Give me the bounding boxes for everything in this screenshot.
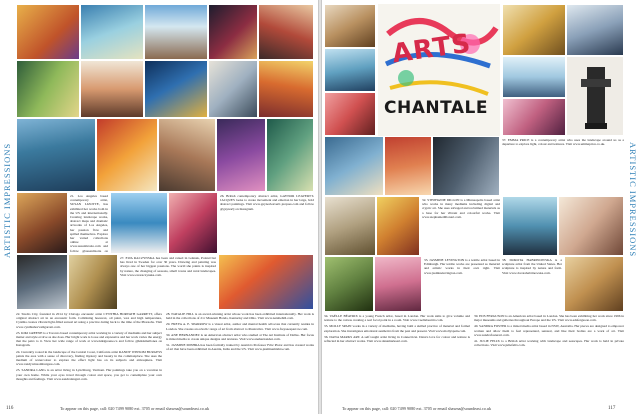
caption-33: 33. JASMINE LEVINGTON is a textile artist based in Edinburgh. Her textile works are presented as material and artistic works in their own right. Visit www.jasminelevington.com. <box>424 258 500 275</box>
caption-30-text: 30. ANE HERNANDEZ is an American abstract artist who studied at The Art Institute of Dallas. Her focus is mixed media to create unique designs and textures. Visit www.anehernandez.com. <box>166 332 314 342</box>
left-page <box>0 0 318 414</box>
artwork-tile-7 <box>80 60 144 118</box>
artwork-tile-15 <box>266 118 314 192</box>
caption-25-text: 25. SANDRA LANG is an artist living in Lynchburg, Vermont. Her paintings take you on a vacation in your own home. While your eyes travel through colour and space, you get to contemplate your own thoughts and feelings. Visit www.sandralangart.com. <box>16 368 162 381</box>
artwork-tile-28 <box>502 98 566 136</box>
artwork-tile-1 <box>16 4 80 60</box>
right-page-footer: To appear on this page, call: 020 7499 9080 ext. 3705 or email shawna@soundeast.co.uk <box>342 406 492 411</box>
caption-22 <box>16 312 162 400</box>
artwork-tile-36 <box>324 256 374 312</box>
artwork-tile-30 <box>384 136 432 196</box>
caption-39-text: 39. EDS FERGUSON is an American artist based in London. She has been exhibiting her work since 1996 in major museums and galleries throughout Europe and the US. Visit www.edsferguson.com. <box>474 314 624 323</box>
caption-27: 27. EWA RACZYNSKA has been and raised in Gdansk, Poland but has lived in Sweden for over 30 years. Drawing and painting was always one of her biggest passions. The world she paints is inspired by nature, the changing of seasons, small towns and rural landscapes. Visit www.ewaraczynska.com. <box>120 256 216 277</box>
artwork-tile-33 <box>376 196 420 256</box>
art-word-top: ARTS <box>390 28 474 70</box>
left-page-footer: To appear on this page, call: 020 7499 9080 ext. 3705 or email shawna@soundeast.co.uk <box>60 406 210 411</box>
featured-artwork-chantale <box>378 4 500 136</box>
artwork-tile-34 <box>502 196 558 256</box>
caption-28-text: 28. NATALIE HILL is an award-winning artist whose work has been exhibited internationally. Her work is held in the collections of 21c Museum Hotels, Kentucky and Ohio. Visit www.nataliehill.com. <box>166 312 314 321</box>
right-page <box>322 0 640 414</box>
artwork-tile-18 <box>168 192 218 254</box>
artwork-tile-35 <box>558 196 624 256</box>
artwork-tile-2 <box>80 4 144 60</box>
artwork-tile-10 <box>258 60 314 118</box>
artwork-tile-12 <box>96 118 158 192</box>
artwork-tile-8 <box>144 60 208 118</box>
left-page-number: 116 <box>6 406 14 411</box>
caption-38: 38. DOROTA HABRINOWSKA is a sculpture artist from the United States. Her sculpture is inspired by nature and form. Visit www.dorotahabrinowska.com. <box>502 258 562 275</box>
artwork-tile-22 <box>324 4 376 48</box>
caption-32: 32. STEPHANIE DILLON is a Minneapolis based artist who works in many mediums including digital and cryptic art. She uses salvaged and reclaimed materials as a base for her vibrant and colourful works. Visit www.stephaniedillonart.com. <box>422 198 500 219</box>
caption-36-text: 36. DANA MARKS ART. A self taught artist living in Connecticut. Dana's love for colour and texture is reflected in her abstract works. Visit www.danamarksart.com. <box>324 334 470 344</box>
artwork-tile-31 <box>432 136 500 196</box>
caption-28 <box>166 312 314 400</box>
left-section-title: ARTISTIC IMPRESSIONS <box>2 142 12 258</box>
artwork-tile-26 <box>566 4 624 56</box>
artwork-tile-29 <box>324 136 384 196</box>
artwork-tile-23 <box>324 48 376 92</box>
artwork-tile-6 <box>16 60 80 118</box>
caption-40-text: 40. SANDRA FOSTER is a mixed media artist based in NSW, Australia. Her pieces are designed to empower women and allow them to feel represented, sensual, and like their bodies are a work of art. Visit www.sandrafosterart.com. <box>474 324 624 337</box>
artwork-tile-19 <box>16 254 68 310</box>
caption-24-text: 24. Currently rooted in the landscape of the Central Coast, California artist RANDY WINSOM BURGESS paints the area with a sense of discovery, finding mystery and beauty in the commonplace. She uses the medium of watercolour to explore the effect light has on its subjects and atmosphere. Visit www.randywinsomburgess.com. <box>16 349 162 367</box>
caption-37: 37. EMMA PRICE is a contemporary artist who uses the landscape around us as a departure to explore light, colour and textures. Visit www.emmaprice.co.uk. <box>502 138 624 147</box>
right-page-number: 117 <box>608 406 616 411</box>
artwork-tile-32 <box>324 196 376 256</box>
artwork-tile-27 <box>502 56 566 98</box>
caption-22-text: 22. Studio City, founded in 2014 by Chicago encaustic artist CYNTHIA HORVATH GARRETT, offers original abstract art in an encaustic form. Combining beeswax, oil paint, wax and high temperature, Cynthia creates vibrant light-filled surreal art using a practice dating back to the time of the Pharaohs. Visit www.cynthiahorvathgarrett.com. <box>16 312 162 329</box>
artwork-tile-13 <box>158 118 216 192</box>
caption-31-text: 31. JASMINE MISHRA has been formally trained by Austria's Professor Fritz Pistor and has created works of art that have been exhibited in Austria, India and the US. Visit www.jasminemishra.com. <box>166 343 314 352</box>
caption-26: 26. British contemporary abstract artist, GAYNOR LEAVERTT-JACQUES looks to create movement and emotion in her large, bold abstract paintings. Visit www.gaynorleavertt-jacques.com and follow @gaynorlj on Instagram. <box>220 194 314 211</box>
caption-39 <box>474 314 624 400</box>
artwork-tile-4 <box>208 4 258 60</box>
artwork-tile-24 <box>324 92 376 136</box>
caption-34 <box>324 314 470 400</box>
art-word-bottom: CHANTALE <box>384 98 488 118</box>
artwork-tile-20 <box>68 254 118 310</box>
artwork-tile-37 <box>374 256 422 312</box>
artwork-tile-3 <box>144 4 208 60</box>
artwork-tile-14 <box>216 118 266 192</box>
dark-sculpture-shape <box>567 57 625 137</box>
caption-21: 21. Los Angeles based contemporary artist, SUSAN LIZOTTE, has exhibited her works both in the US and internationally. Creating landscape works, abstract maps and dramatic artworks of Los Angeles, her passion flow and spilled themselves. Explore her varied collections online at www.susanlizotte.com and follow @susanlizotte on <box>70 194 108 253</box>
sculpture-tile <box>566 56 624 136</box>
right-section-title: ARTISTIC IMPRESSIONS <box>628 142 638 258</box>
caption-34-text: 34. VAËLLE BÉATRIX is a young French artist, based in London. Her work aims to give volume and texture to the canvas creating a real focal point in a room. Visit www.vaellebeatrix.com. <box>324 314 470 323</box>
caption-23-text: 23. KIKI GREENE is a Toronto based contemporary artist working in a variety of mediums and her subject matter and style evolve as she does. Her bright work is loose and expressive and her work varies the energy that the pairs to it. View her wide range of work at www.kikigreene.ca and follow @kikismallones on Instagram. <box>16 330 162 348</box>
artwork-tile-25 <box>502 4 566 56</box>
caption-35-text: 35. MOLLY SPAIN works in a variety of mediums, having built a skilled practice of material and formal exploration. She investigates emotional aesthetics from the past and present. Visit www.mollyspain.com. <box>324 324 470 333</box>
artwork-tile-5 <box>258 4 314 60</box>
caption-29-text: 29. FREYA A. E. SPARROW is a visual artist, author and mental health advocate that currently resides in London. She creates an eclectic range of art from abstract to illustrative. Visit www.freyaaesparrow.com. <box>166 322 314 331</box>
right-section-spine <box>626 4 638 396</box>
artwork-tile-9 <box>208 60 258 118</box>
artwork-tile-21 <box>218 254 314 310</box>
caption-41-text: 41. JULIE FELIX is a British artist working with landscape and seascapes. Her work is held in private collections. Visit www.juliefelix.com. <box>474 339 624 348</box>
artwork-tile-11 <box>16 118 96 192</box>
left-section-spine <box>2 4 14 396</box>
artwork-tile-17 <box>110 192 168 254</box>
artwork-tile-16 <box>16 192 68 254</box>
artwork-tile-38 <box>564 256 624 312</box>
